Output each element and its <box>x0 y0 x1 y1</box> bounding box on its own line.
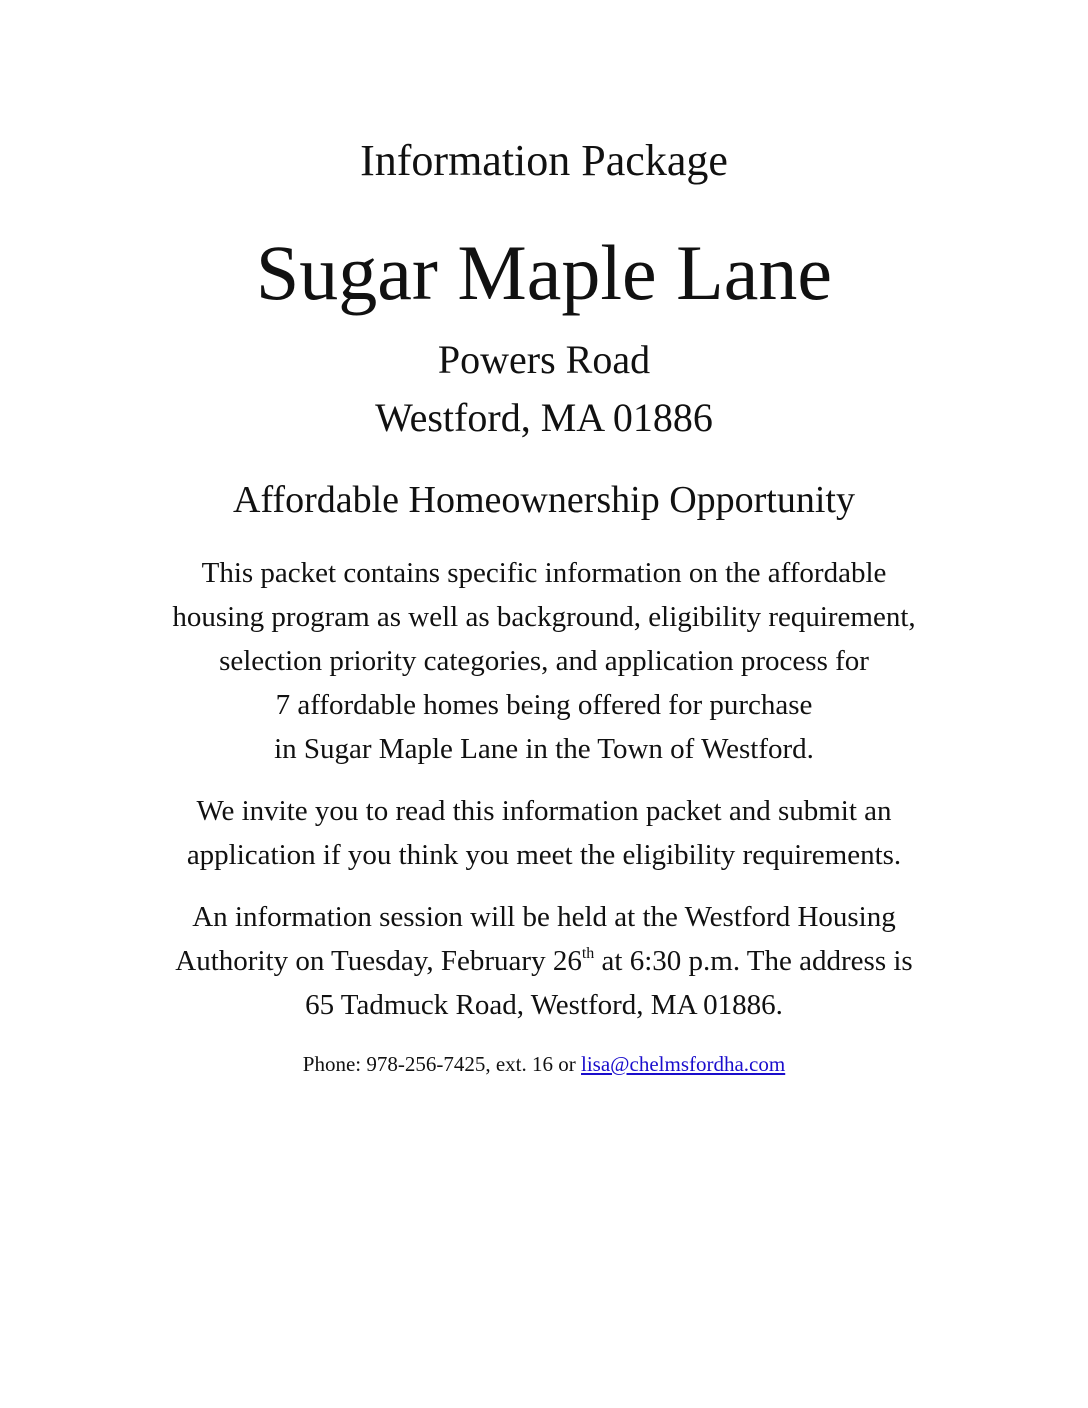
paragraph-invitation <box>0 789 1088 877</box>
paragraph-line: This packet contains specific information on the affordable <box>201 557 887 589</box>
paragraph-packet-info <box>0 551 1088 771</box>
subtitle: Affordable Homeownership Opportunity <box>233 479 855 521</box>
address-city: Westford, MA 01886 <box>375 395 713 440</box>
paragraph-line: housing program as well as background, eligibility requirement, <box>172 601 916 633</box>
paragraph-line: in Sugar Maple Lane in the Town of Westford. <box>274 733 814 765</box>
contact-line <box>0 1049 1088 1079</box>
time-text: at 6:30 p.m. The address is <box>594 945 913 977</box>
paragraph-line: 7 affordable homes being offered for purchase <box>275 689 813 721</box>
package-title: Information Package <box>360 136 728 185</box>
paragraph-line: selection priority categories, and application process for <box>219 645 869 677</box>
main-title: Sugar Maple Lane <box>255 229 833 316</box>
paragraph-line: application if you think you meet the eligibility requirements. <box>186 839 902 871</box>
paragraph-line: An information session will be held at the Westford Housing <box>192 901 896 933</box>
paragraph-line-date <box>0 939 1088 983</box>
paragraph-line: We invite you to read this information packet and submit an <box>196 795 892 827</box>
date-ordinal-suffix: th <box>581 945 595 962</box>
address-street: Powers Road <box>437 337 651 382</box>
paragraph-line: 65 Tadmuck Road, Westford, MA 01886. <box>305 989 783 1021</box>
paragraph-info-session <box>0 895 1088 1027</box>
contact-phone: Phone: 978-256-7425, ext. 16 or <box>302 1052 582 1076</box>
contact-email-link[interactable]: lisa@chelmsfordha.com <box>581 1052 786 1076</box>
date-text: Authority on Tuesday, February 26 <box>175 945 582 977</box>
